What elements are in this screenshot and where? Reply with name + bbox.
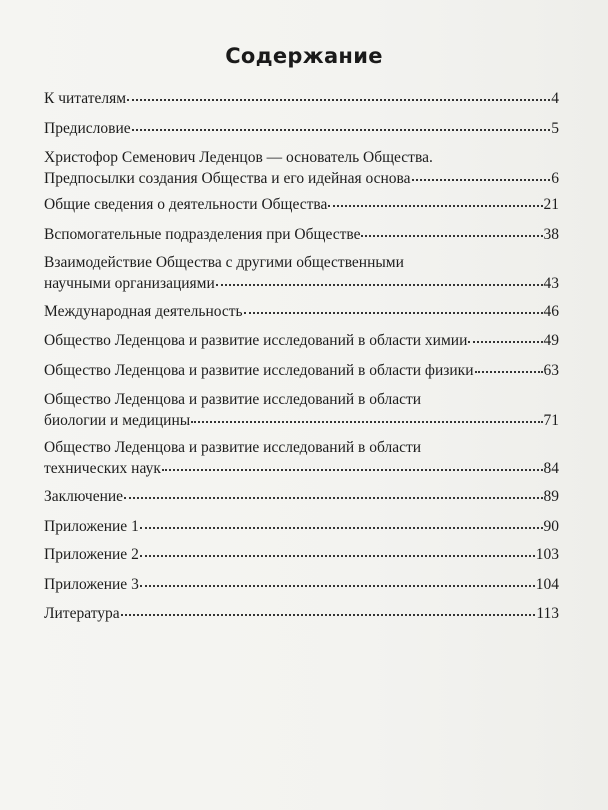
toc-page-number: 103 <box>535 546 559 563</box>
toc-entry <box>44 252 559 294</box>
leader-dots <box>140 585 535 587</box>
toc-entry-title: биологии и медицины <box>44 412 191 429</box>
toc-page-number: 46 <box>543 303 559 320</box>
toc-entry-title-line1: Общество Леденцова и развитие исследований в области <box>44 391 422 408</box>
toc-entry-title-line1: Общество Леденцова и развитие исследований в области <box>44 439 422 456</box>
toc-entry <box>44 224 559 245</box>
toc-page-number: 6 <box>551 170 559 187</box>
toc-entry-title-line1: Взаимодействие Общества с другими общественными <box>44 254 404 271</box>
toc-entry <box>44 147 559 189</box>
leader-dots <box>216 284 543 286</box>
toc-entry-title: Международная деятельность <box>44 303 243 320</box>
leader-dots <box>328 205 542 207</box>
toc-entry-title: Общие сведения о деятельности Общества <box>44 196 328 213</box>
toc-entry <box>44 437 559 479</box>
toc-entry <box>44 118 559 139</box>
toc-entry-title: Предпосылки создания Общества и его идейная основа <box>44 170 411 187</box>
leader-dots <box>121 614 536 616</box>
leader-dots <box>475 371 543 373</box>
toc-entry-title: Приложение 2 <box>44 546 139 563</box>
toc-entry <box>44 389 559 431</box>
toc-entry <box>44 486 559 507</box>
toc-entry-title: технических наук <box>44 460 161 477</box>
toc-page-number: 104 <box>535 576 559 593</box>
toc-entry-title: Вспомогательные подразделения при Обществе <box>44 226 361 243</box>
toc-entry <box>44 574 559 595</box>
toc-entry-title: Общество Леденцова и развитие исследований в области химии <box>44 332 468 349</box>
toc-page-number: 5 <box>551 120 559 137</box>
toc-page-number: 90 <box>543 518 559 535</box>
toc-page-number: 38 <box>543 226 559 243</box>
toc-entry-title: Литература <box>44 605 120 622</box>
toc-entry-title: К читателям <box>44 90 127 107</box>
toc-page-number: 71 <box>543 412 559 429</box>
toc-entry-title: Общество Леденцова и развитие исследований в области физики <box>44 362 474 379</box>
toc-page-number: 21 <box>543 196 559 213</box>
toc-entry <box>44 194 559 215</box>
toc-page-number: 43 <box>543 275 559 292</box>
leader-dots <box>140 555 535 557</box>
leader-dots <box>140 527 543 529</box>
toc-entry <box>44 301 559 322</box>
toc-entry-title: Приложение 3 <box>44 576 139 593</box>
toc-entry <box>44 330 559 351</box>
toc-page-number: 63 <box>543 362 559 379</box>
leader-dots <box>361 235 542 237</box>
leader-dots <box>412 179 551 181</box>
toc-entry <box>44 544 559 565</box>
leader-dots <box>244 312 543 314</box>
toc-entry-title: научными организациями <box>44 275 215 292</box>
leader-dots <box>191 421 542 423</box>
toc-entry <box>44 603 559 624</box>
toc-page-number: 49 <box>543 332 559 349</box>
toc-entry <box>44 516 559 537</box>
toc-entry-title: Приложение 1 <box>44 518 139 535</box>
toc-entry-title-line1: Христофор Семенович Леденцов — основатель Общества. <box>44 149 433 166</box>
toc-entry-title: Предисловие <box>44 120 131 137</box>
leader-dots <box>132 129 551 131</box>
leader-dots <box>468 341 542 343</box>
page-title: Содержание <box>225 44 383 68</box>
leader-dots <box>124 497 542 499</box>
toc-page-number: 84 <box>543 460 559 477</box>
toc-page-number: 4 <box>551 90 559 107</box>
toc-page-number: 89 <box>543 488 559 505</box>
toc-entry <box>44 360 559 381</box>
leader-dots <box>127 99 550 101</box>
toc-entry <box>44 88 559 109</box>
toc-entry-title: Заключение <box>44 488 124 505</box>
toc-page-number: 113 <box>536 605 559 622</box>
leader-dots <box>162 469 543 471</box>
